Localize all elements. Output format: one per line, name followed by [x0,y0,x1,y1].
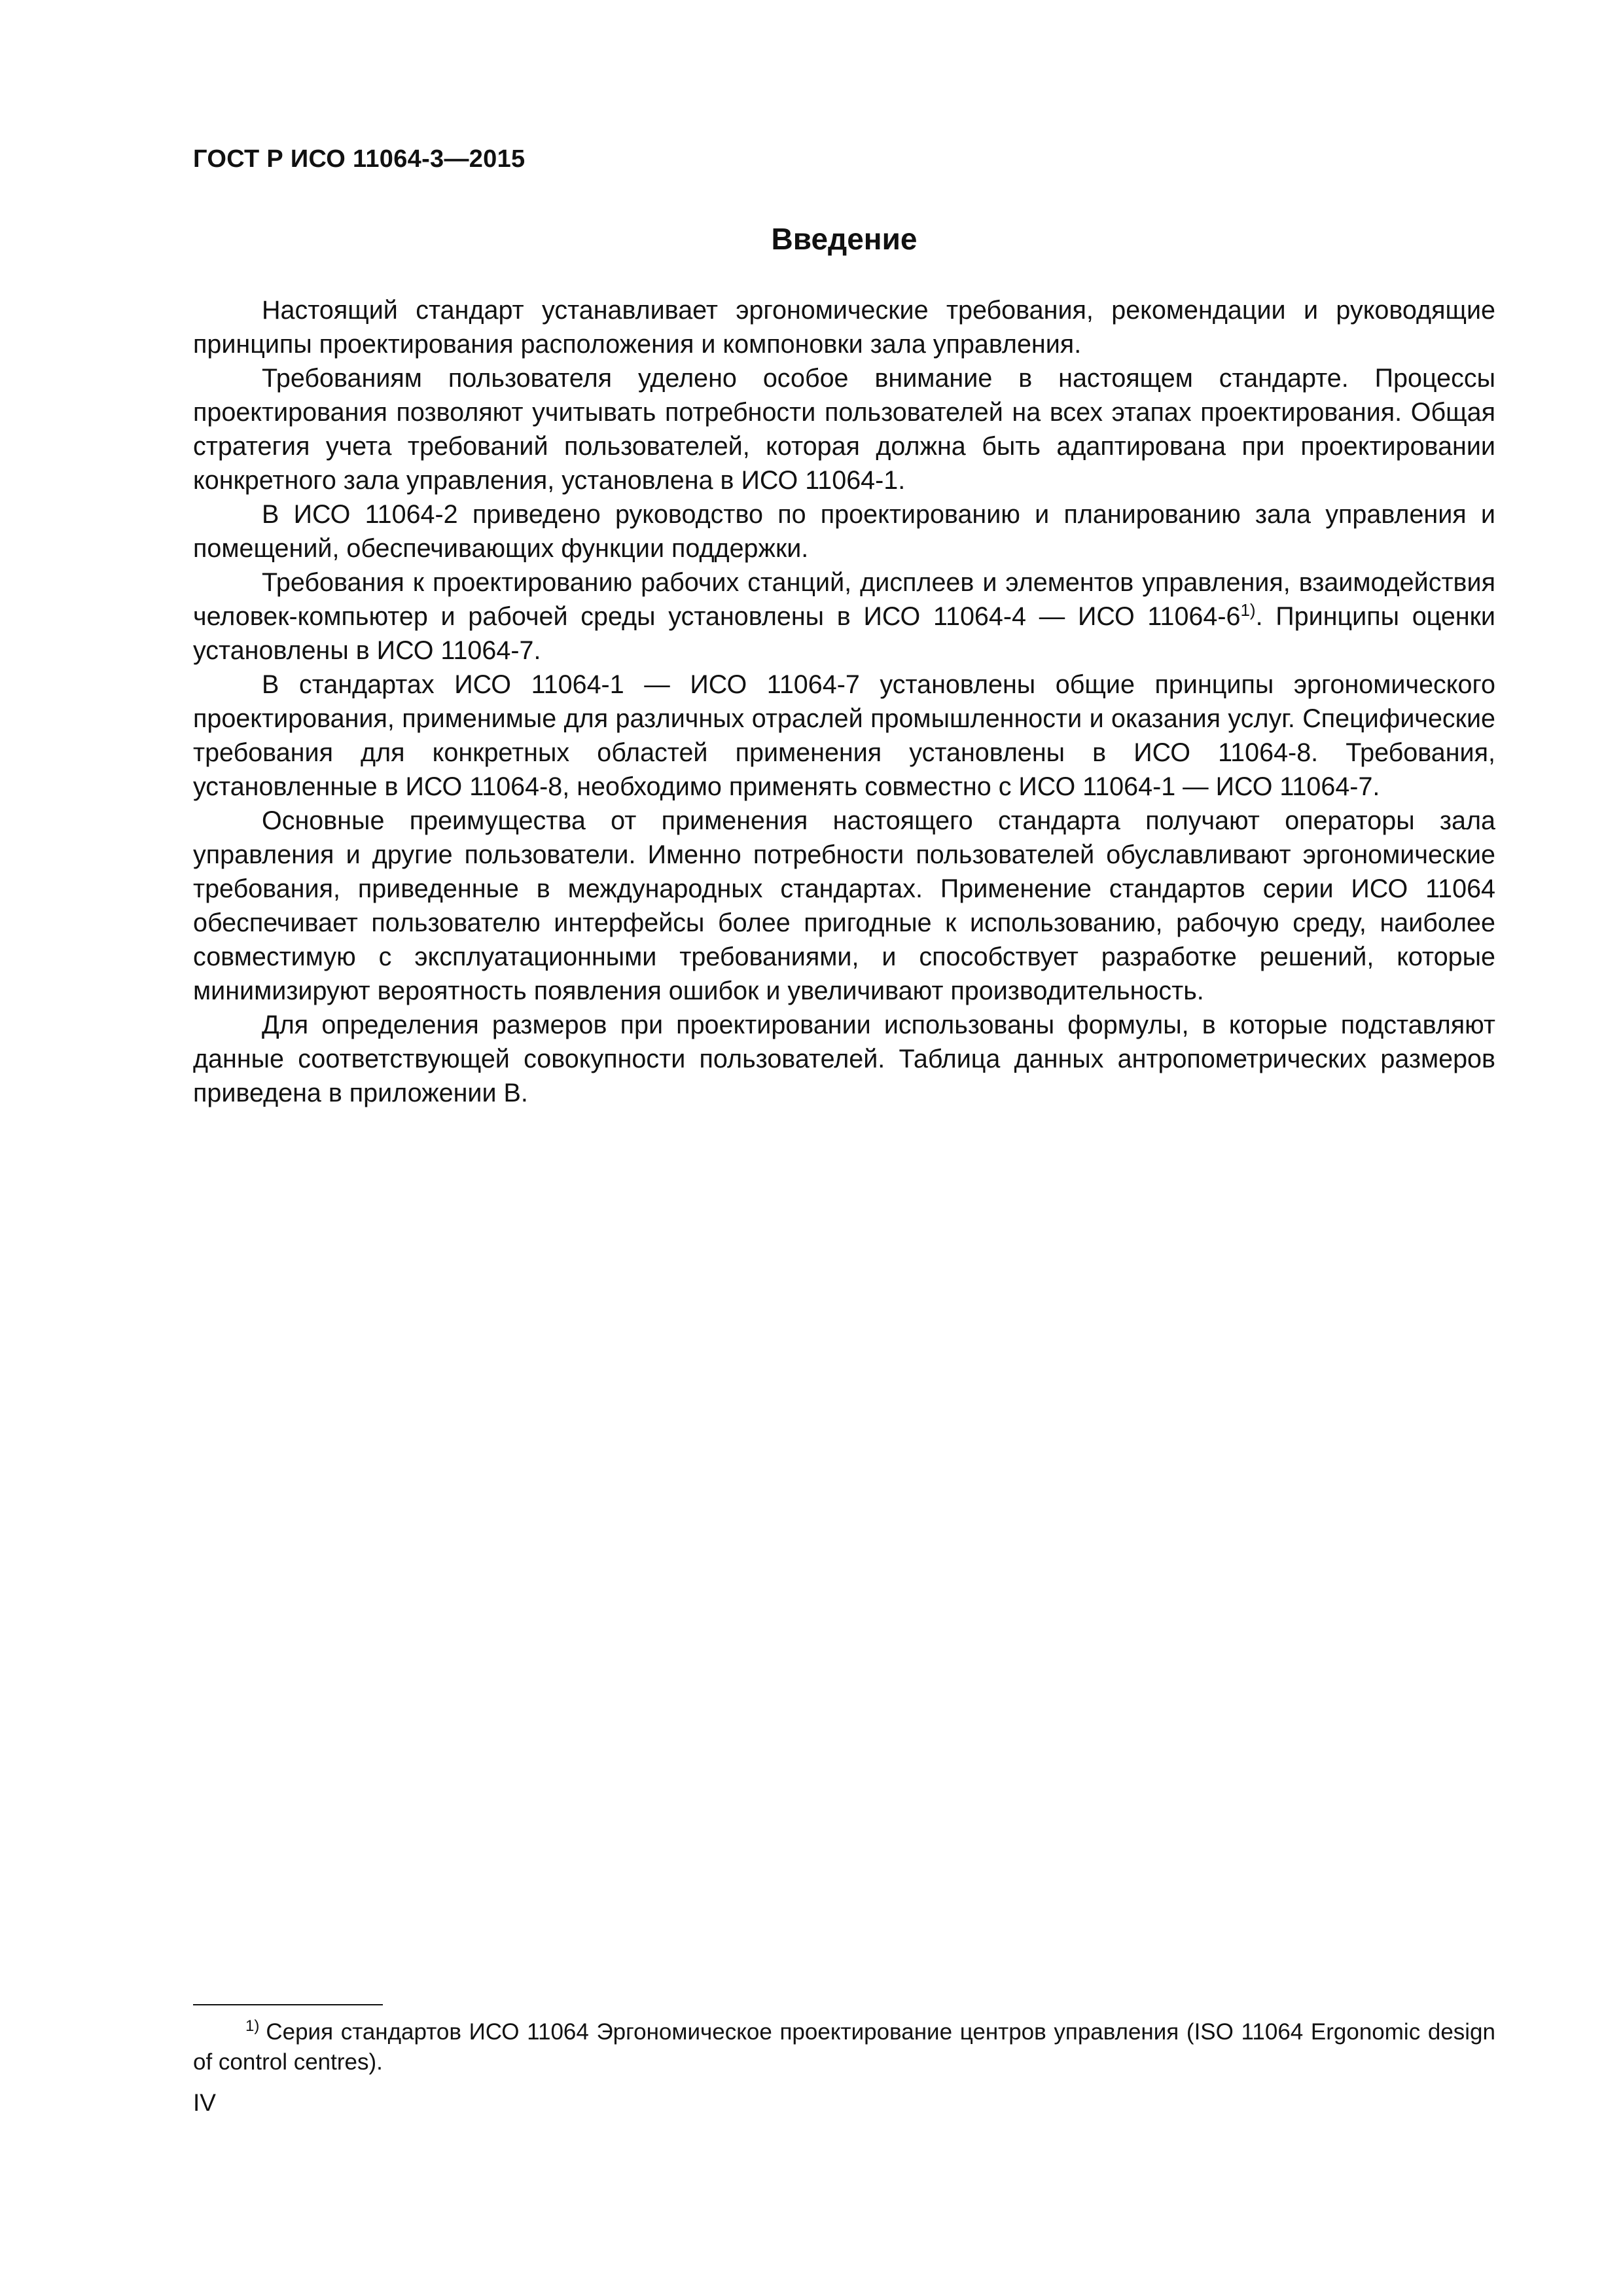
body-text [193,293,1495,1110]
footnote-reference: 1) [1240,600,1256,620]
paragraph-6: Основные преимущества от применения настоящего стандарта получают операторы зала управления и другие пользователи. Именно потребности пользователей обуславливают эргономические требования, приведенные в международных стандартах. Применение стандартов серии ИСО 11064 обеспечивает пользователю интерфейсы более пригодные к использованию, рабочую среду, наиболее совместимую с эксплуатационными требованиями, и способствует разработке решений, которые минимизируют вероятность появления ошибок и увеличивают производительность. [193,806,1495,1005]
paragraph-3: В ИСО 11064-2 приведено руководство по проектированию и планированию зала управления и помещений, обеспечивающих функции поддержки. [193,500,1495,563]
footnote-text: Серия стандартов ИСО 11064 Эргономическое проектирование центров управления (ISO 11064 Ergonomic design of control centres). [193,2019,1495,2075]
document-code: ГОСТ Р ИСО 11064-3—2015 [193,145,526,173]
paragraph-4-text-b: . Принципы оценки установлены в ИСО 11064-7. [193,602,1495,665]
paragraph-5: В стандартах ИСО 11064-1 — ИСО 11064-7 установлены общие принципы эргономического проектирования, применимые для различных отраслей промышленности и оказания услуг. Специфические требования для конкретных областей применения установлены в ИСО 11064-8. Требования, установленные в ИСО 11064-8, необходимо применять совместно с ИСО 11064-1 — ИСО 11064-7. [193,670,1495,801]
footnote-divider [193,2004,383,2005]
page-number: IV [193,2089,216,2116]
paragraph-7: Для определения размеров при проектировании использованы формулы, в которые подставляют данные соответствующей совокупности пользователей. Таблица данных антропометрических размеров приведена в приложении В. [193,1011,1495,1107]
paragraph-4-text-a: Требования к проектированию рабочих станций, дисплеев и элементов управления, взаимодействия человек-компьютер и рабочей среды установлены в ИСО 11064-4 — ИСО 11064-6 [193,568,1495,631]
paragraph-2: Требованиям пользователя уделено особое внимание в настоящем стандарте. Процессы проектирования позволяют учитывать потребности пользователей на всех этапах проектирования. Общая стратегия учета требований пользователей, которая должна быть адаптирована при проектировании конкретного зала управления, установлена в ИСО 11064-1. [193,364,1495,495]
footnote-mark: 1) [245,2017,260,2036]
paragraph-4 [193,565,1495,668]
footnote [193,2017,1495,2077]
paragraph-1: Настоящий стандарт устанавливает эргономические требования, рекомендации и руководящие принципы проектирования расположения и компоновки зала управления. [193,296,1495,359]
section-title: Введение [771,222,918,256]
